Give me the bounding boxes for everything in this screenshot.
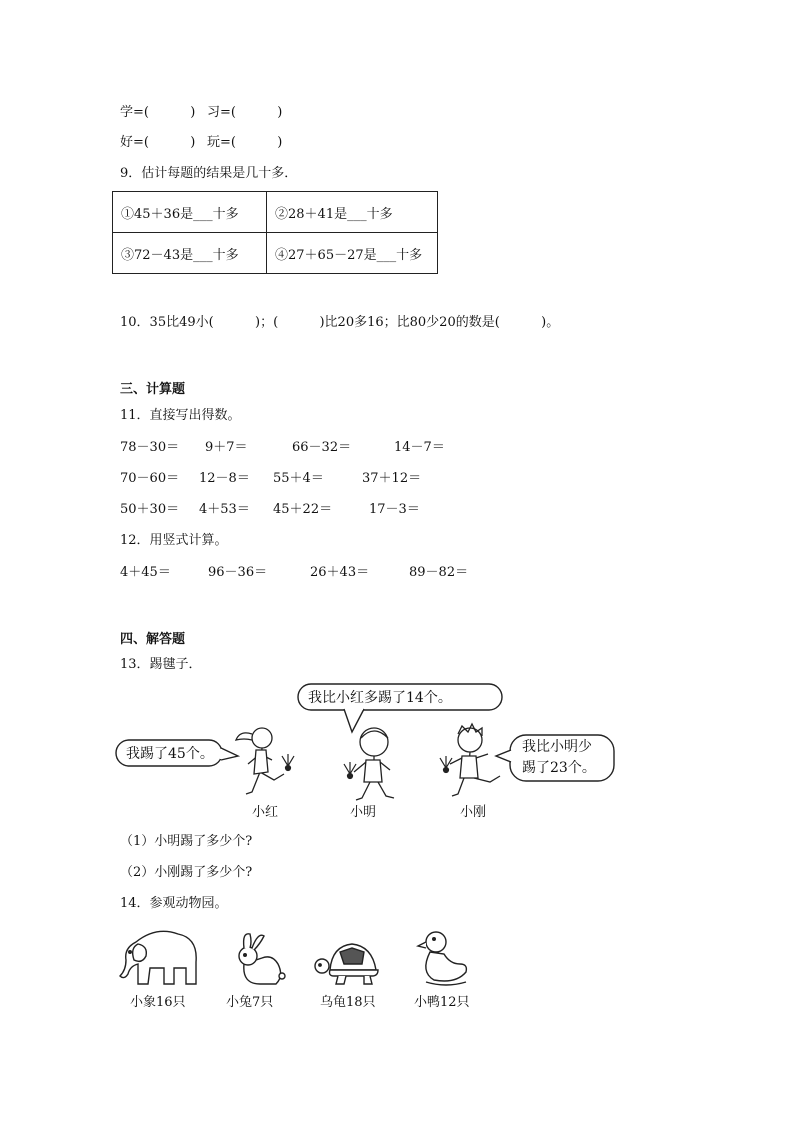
q14-title: 14．参观动物园。 <box>120 896 228 911</box>
calc-item: 37＋12＝ <box>362 471 422 486</box>
calc-item: 17－3＝ <box>369 502 420 517</box>
speech-text-right-line1: 我比小明少 <box>522 739 592 755</box>
q8-item-xue: 学=( ) <box>120 105 196 120</box>
shuttlecock-illustration <box>112 680 622 830</box>
vertical-calc-item: 96－36＝ <box>208 565 268 580</box>
q8-item-wan: 玩=( ) <box>207 135 283 150</box>
speech-text-left: 我踢了45个。 <box>126 746 214 762</box>
calc-item: 4＋53＝ <box>199 502 250 517</box>
q12-title: 12．用竖式计算。 <box>120 533 228 548</box>
vertical-calc-item: 4＋45＝ <box>120 565 171 580</box>
vertical-calc-item: 26＋43＝ <box>310 565 370 580</box>
zoo-illustration <box>116 924 486 1019</box>
animal-label-duck: 小鸭12只 <box>414 995 470 1010</box>
calc-item: 55＋4＝ <box>273 471 324 486</box>
estimate-cell: ①45＋36是___十多 <box>113 192 267 233</box>
q10-text: 10．35比49小( )；( )比20多16；比80少20的数是( )。 <box>120 315 560 330</box>
name-label-xiaohong: 小红 <box>252 805 279 820</box>
q9-title: 9．估计每题的结果是几十多． <box>120 166 298 181</box>
calc-item: 9＋7＝ <box>205 440 248 455</box>
section-3-title: 三、计算题 <box>120 382 186 397</box>
elephant-icon <box>120 931 196 984</box>
section-4-title: 四、解答题 <box>120 632 186 647</box>
speech-text-top: 我比小红多踢了14个。 <box>308 690 452 706</box>
duck-icon <box>418 932 466 985</box>
boy-kicking-icon <box>354 728 394 800</box>
q11-title: 11．直接写出得数。 <box>120 408 241 423</box>
calc-item: 70－60＝ <box>120 471 180 486</box>
animal-label-rabbit: 小兔7只 <box>226 995 274 1010</box>
estimate-table <box>112 191 438 274</box>
calc-item: 14－7＝ <box>394 440 445 455</box>
boy-kicking-icon <box>450 724 500 796</box>
calc-item: 78－30＝ <box>120 440 180 455</box>
speech-text-right-line2: 踢了23个。 <box>522 760 596 776</box>
turtle-icon <box>315 944 378 984</box>
q13-sub1: （1）小明踢了多少个? <box>120 834 253 849</box>
estimate-cell: ③72－43是___十多 <box>113 233 267 274</box>
q13-title: 13．踢毽子． <box>120 657 202 672</box>
girl-kicking-icon <box>236 728 284 794</box>
shuttlecock-icon <box>344 762 356 779</box>
animal-label-turtle: 乌龟18只 <box>320 995 376 1010</box>
vertical-calc-item: 89－82＝ <box>409 565 469 580</box>
estimate-cell: ④27＋65－27是___十多 <box>267 233 438 274</box>
calc-item: 45＋22＝ <box>273 502 333 517</box>
calc-item: 12－8＝ <box>199 471 250 486</box>
calc-item: 50＋30＝ <box>120 502 180 517</box>
estimate-cell: ②28＋41是___十多 <box>267 192 438 233</box>
calc-item: 66－32＝ <box>292 440 352 455</box>
shuttlecock-icon <box>282 754 294 771</box>
name-label-xiaoming: 小明 <box>350 805 377 820</box>
name-label-xiaogang: 小刚 <box>460 805 487 820</box>
q8-item-hao: 好=( ) <box>120 135 196 150</box>
q13-sub2: （2）小刚踢了多少个? <box>120 865 253 880</box>
q8-item-xi: 习=( ) <box>207 105 283 120</box>
rabbit-icon <box>239 934 285 984</box>
animal-label-elephant: 小象16只 <box>130 995 186 1010</box>
